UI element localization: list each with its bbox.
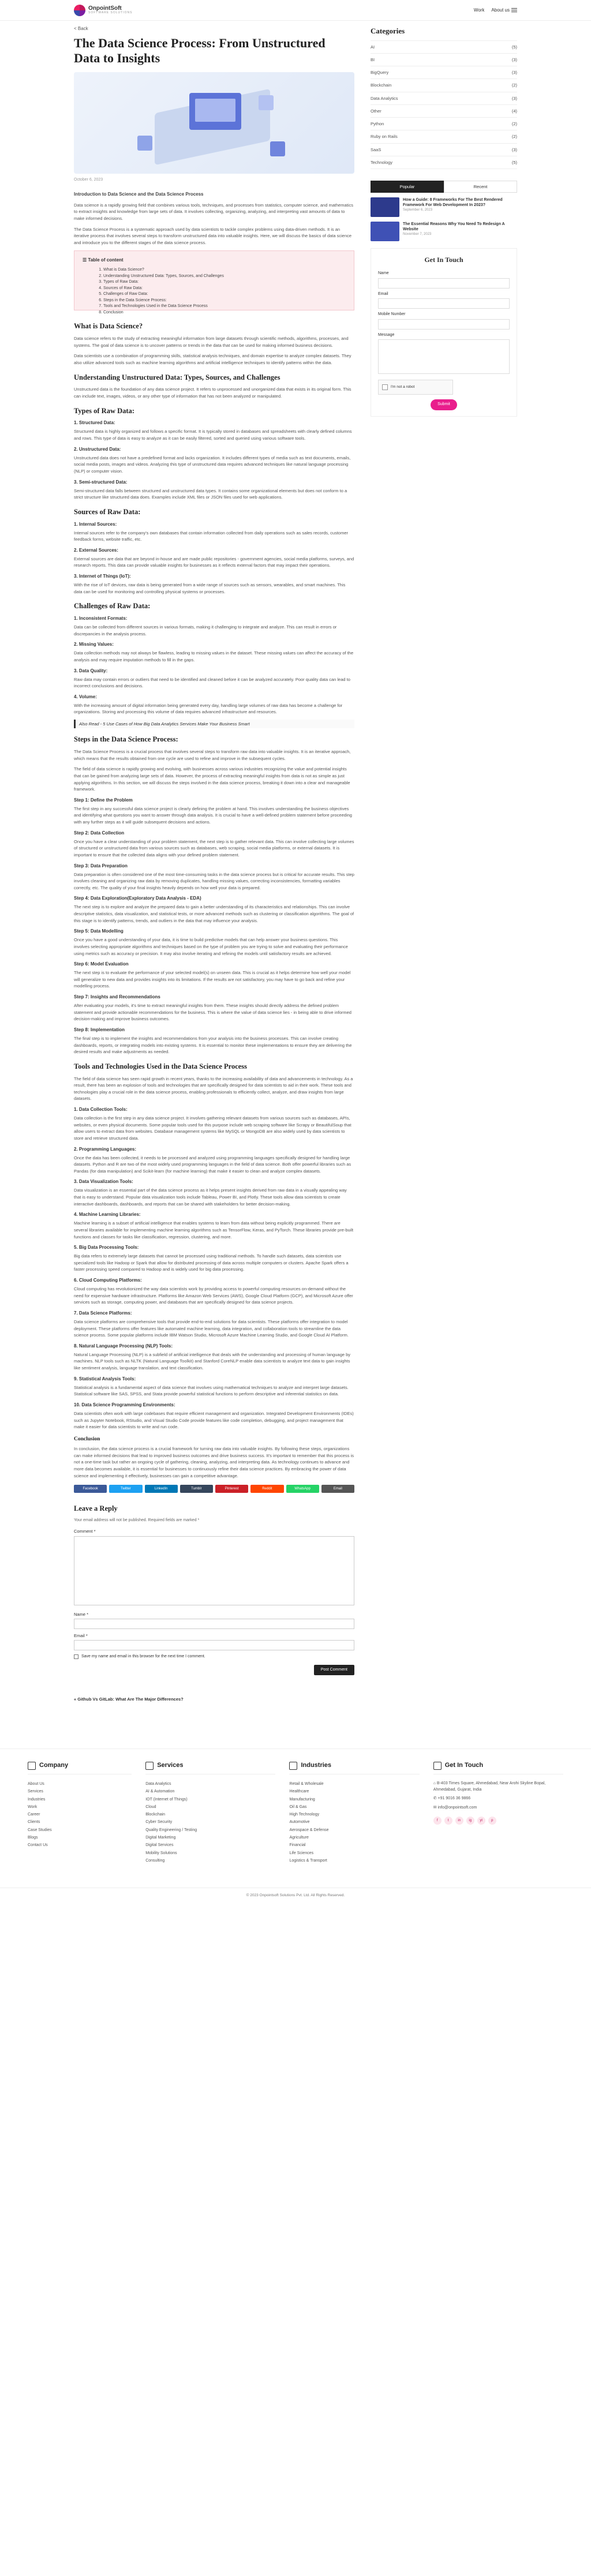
paragraph: The next step is to explore and analyze the prepared data to gain a better understanding of its characteristics and relationships. This can involve descriptive statistics, data visualization, and statistical tests, or more advanced methods such as clustering or classification algorithms. The goal of this stage is to identify patterns, trends, and outliers in the data that may influence your analysis.: [74, 904, 354, 923]
linkedin-icon[interactable]: in: [455, 1817, 463, 1825]
sub-heading: 3. Semi-structured Data:: [74, 479, 128, 485]
category-item[interactable]: Other (4): [371, 105, 517, 118]
page-title: The Data Science Process: From Unstructured Data to Insights: [74, 36, 326, 66]
sub-heading: Step 6: Model Evaluation: [74, 961, 129, 967]
sub-heading: 1. Internal Sources:: [74, 521, 117, 527]
comment-form: [74, 1503, 354, 1702]
footer-link[interactable]: Oil & Gas: [289, 1804, 307, 1809]
footer-link[interactable]: Contact Us: [28, 1843, 48, 1848]
toc-item[interactable]: 8. Conclusion: [103, 310, 346, 316]
sub-heading: 1. Inconsistent Formats:: [74, 616, 128, 621]
footer-link[interactable]: Data Analytics: [145, 1781, 171, 1786]
logo-icon: [74, 5, 85, 16]
sub-heading: 1. Data Collection Tools:: [74, 1107, 128, 1113]
footer-link[interactable]: Quality Engineering / Testing: [145, 1828, 197, 1832]
toc-item[interactable]: 1. What is Data Science?: [103, 267, 346, 274]
name-field[interactable]: [74, 1619, 354, 1629]
paragraph: External sources are data that are beyond in-house and are made public repositories - government agencies, social media platforms, surveys, and research reports. This data can provide valuable insights for businesses as it reflects external factors that may impact their operations.: [74, 556, 354, 568]
services-links: [145, 1780, 275, 1864]
footer-link[interactable]: Blockchain: [145, 1813, 166, 1817]
pinterest-icon[interactable]: p: [488, 1817, 496, 1825]
footer-link[interactable]: Work: [28, 1804, 38, 1809]
captcha-label: I'm not a robot: [391, 385, 415, 390]
footer-link[interactable]: Financial: [289, 1843, 306, 1848]
paragraph: Once you have a clear understanding of your problem statement, the next step is to gather relevant data. This can involve collecting large volumes of structured or unstructured data from various sources such as databases, web scraping, social media platforms, or external datasets. It is important to ensure that the collected data aligns with your defined problem statement.: [74, 838, 354, 858]
also-read-link[interactable]: Also Read - 5 Use Cases of How Big Data Analytics Services Make Your Business Smart: [74, 720, 354, 728]
footer-link[interactable]: Manufacturing: [289, 1797, 315, 1802]
back-link[interactable]: < Back: [74, 26, 88, 31]
contact-name-input[interactable]: [378, 278, 510, 289]
paragraph: With the increasing amount of digital information being generated every day, handling large volumes of raw data has become a challenge for organizations. Storing and processing this volume of data requires advanced infrastructure and resources.: [74, 702, 343, 715]
paragraph: In conclusion, the data science process is a crucial framework for turning raw data into valuable insights. By following these steps, organizations can make informed decisions that lead to improved business outcomes and drive business success. It's important to remember that this process is not a one-time task but rather an ongoing cycle of gathering, cleaning, analyzing, and interpreting data. As technology continues to advance and more data becomes available, it is essential for businesses to continuously refine their data science practices. By embracing the power of data science and implementing it effectively, businesses can gain a competitive advantage.: [74, 1446, 354, 1478]
sub-heading: Step 7: Insights and Recommendations: [74, 994, 160, 1000]
paragraph: With the rise of IoT devices, raw data is being generated from a wide range of sources such as sensors, wearables, and smart machines. This data can be used for monitoring and controlling physical systems or processes.: [74, 582, 346, 594]
nav-about-label: About us: [491, 7, 510, 13]
footer-link[interactable]: Cloud: [145, 1804, 156, 1809]
paragraph: Statistical analysis is a fundamental aspect of data science that involves using mathematical techniques to analyze and interpret large datasets. Statistical software like SAS, SPSS, and Stata provide powerful statistical functions to perform descriptive and inferential statistics on data.: [74, 1384, 349, 1397]
paragraph: Machine learning is a subset of artificial intelligence that enables systems to learn from data without being explicitly programmed. There are several libraries available for implementing machine learning algorithms such as TensorFlow, Keras, and PyTorch. These libraries provide pre-built functions and classes for tasks like classification, regression, clustering, and more.: [74, 1220, 354, 1240]
post-date: November 7, 2023: [403, 233, 432, 237]
reply-note: Your email address will not be published. Required fields are marked *: [74, 1518, 200, 1522]
brand-name: OnpointSoft: [88, 5, 122, 12]
toc-item[interactable]: 7. Tools and Technologies Used in the Data Science Process: [103, 304, 346, 310]
copyright: © 2023 Onpointsoft Solutions Pvt. Ltd. All Rights Reserved.: [0, 1888, 591, 1904]
email-label: Email *: [74, 1633, 88, 1638]
share-bar: [74, 1485, 354, 1493]
footer-address: ⌂ B-403 Times Square, Ahmedabad, Near Arohi Skyline Bopal, Ahmedabad, Gujarat, India: [433, 1781, 546, 1792]
post-date: October 6, 2023: [74, 177, 103, 182]
sidebar: [371, 21, 517, 1702]
table-of-contents: [74, 250, 354, 314]
sub-heading: 10. Data Science Programming Environments:: [74, 1402, 175, 1407]
category-list: [371, 40, 517, 170]
contact-message-input[interactable]: [378, 339, 510, 374]
building-icon: [28, 1762, 36, 1770]
footer-link[interactable]: Case Studies: [28, 1828, 52, 1832]
reply-title: Leave a Reply: [74, 1504, 118, 1513]
paragraph: Natural Language Processing (NLP) is a subfield of artificial intelligence that deals with the understanding and processing of human language by machines. NLP tools such as NLTK (Natural Language Toolkit) and Stanford CoreNLP enable data scientists to analyze text data to gain insights like sentiment analysis, language translation, and text classification.: [74, 1351, 351, 1371]
facebook-icon[interactable]: f: [433, 1817, 442, 1825]
section-heading: Sources of Raw Data:: [74, 507, 141, 516]
footer-link[interactable]: AI & Automation: [145, 1789, 175, 1794]
footer-email[interactable]: ✉ info@onpointsoft.com: [433, 1805, 477, 1810]
footer-industries-title: Industries: [301, 1762, 332, 1769]
instagram-icon[interactable]: ig: [466, 1817, 474, 1825]
footer-link[interactable]: Retail & Wholesale: [289, 1781, 324, 1786]
email-field[interactable]: [74, 1640, 354, 1650]
paragraph: Cloud computing has revolutionized the way data scientists work by providing access to powerful computing resources on-demand without the need for expensive hardware infrastructure. Platforms like Amazon Web Services (AWS), Google Cloud Platform (GCP), and Microsoft Azure offer services such as storage, computing power, and databases that are specifically designed for data science projects.: [74, 1286, 353, 1305]
paragraph: Data preparation is often considered one of the most time-consuming tasks in the data science process but is critical for accurate results. This step involves cleaning and organizing raw data by removing duplicates, handling missing values, correcting inconsistencies, formatting variables correctly, etc. The quality of your final insights heavily depends on how well your data is prepared.: [74, 871, 354, 890]
footer-link[interactable]: High Technology: [289, 1813, 320, 1817]
industries-icon: [289, 1762, 297, 1770]
toc-title[interactable]: ☰ Table of content: [83, 257, 124, 263]
contact-title: Get In Touch: [424, 256, 463, 264]
footer-link[interactable]: IOT (Internet of Things): [145, 1797, 188, 1802]
footer-link[interactable]: Aerospace & Defense: [289, 1828, 329, 1832]
popular-post[interactable]: [371, 222, 517, 241]
sub-heading: Step 5: Data Modelling: [74, 928, 124, 934]
paragraph: Big data refers to extremely large datasets that cannot be processed using traditional methods. To handle such datasets, data scientists use specialized tools like Hadoop or Spark that allow for distributed processing of data across multiple computers or clusters. Apache Spark offers a faster processing speed compared to Hadoop and is widely used for big data processing.: [74, 1253, 349, 1272]
sub-heading: 8. Natural Language Processing (NLP) Tools:: [74, 1343, 173, 1349]
paragraph: Once the data has been collected, it needs to be processed and analyzed using programming languages specifically designed for handling large datasets. Python and R are two of the most widely used programming languages in the field of data science. Both offer powerful libraries such as Pandas (for data manipulation) and Scikit-learn (for machine learning) that make it easier to clean and analyze complex datasets.: [74, 1155, 351, 1174]
footer-link[interactable]: About Us: [28, 1781, 44, 1786]
sub-heading: Step 8: Implementation: [74, 1027, 125, 1032]
contact-mobile-input[interactable]: [378, 319, 510, 330]
popular-post[interactable]: [371, 197, 517, 217]
contact-icon: [433, 1762, 442, 1770]
paragraph: Once you have a good understanding of your data, it is time to build predictive models that can help answer your business questions. This involves selecting appropriate algorithms and techniques based on the type of problem you are trying to solve and evaluating their performance using metrics such as accuracy or precision. It may also involve iterating and refining the models until satisfactory results are achieved.: [74, 937, 348, 956]
share-button[interactable]: Facebook: [74, 1485, 107, 1493]
footer-link[interactable]: Blogs: [28, 1836, 38, 1840]
social-links: [433, 1817, 563, 1825]
intro-paragraph-2: The Data Science Process is a systematic approach used by data scientists to tackle complex problems using data-driven methods. It is an iterative process that involves several steps to transform unstructured data into valuable insights. Here, we will discuss the basics of data science and introduce you to the different stages of the data science process.: [74, 226, 352, 245]
post-thumbnail: [371, 197, 399, 217]
post-comment-button[interactable]: Post Comment: [314, 1665, 354, 1676]
footer-link[interactable]: Automotive: [289, 1820, 310, 1825]
footer-link[interactable]: Agriculture: [289, 1836, 309, 1840]
category-item[interactable]: Ruby on Rails (2): [371, 130, 517, 143]
section-heading: Types of Raw Data:: [74, 406, 134, 415]
footer-link[interactable]: Digital Services: [145, 1843, 174, 1848]
sub-heading: 2. External Sources:: [74, 547, 118, 553]
contact-mobile-label: Mobile Number: [378, 312, 406, 317]
footer-phone[interactable]: ✆ +91 9016 36 9866: [433, 1796, 471, 1801]
toc-item[interactable]: 6. Steps in the Data Science Process:: [103, 298, 346, 304]
paragraph: Data collection is the first step in any data science project. It involves gathering relevant datasets from various sources such as databases, APIs, websites, or even physical documents. Some popular tools used for this purpose include web scraping software like Scrapy or BeautifulSoup that allow users to extract data from websites. Database management systems like MySQL or MongoDB are also widely used by data scientists to store and retrieve structured data.: [74, 1115, 351, 1141]
sub-heading: 4. Volume:: [74, 694, 97, 699]
brand-tagline: SOFTWARE SOLUTIONS: [88, 11, 133, 15]
footer-link[interactable]: Clients: [28, 1820, 40, 1825]
footer-link[interactable]: Career: [28, 1813, 40, 1817]
comment-label: Comment *: [74, 1529, 96, 1534]
post-date: September 6, 2023: [403, 208, 433, 212]
toc-item[interactable]: 4. Sources of Raw Data:: [103, 286, 346, 292]
paragraph: Data science refers to the study of extracting meaningful information from large datasets through scientific methods, algorithms, processes, and systems. The goal of data science is to uncover patterns or trends in the data that can be used for making informed business decisions.: [74, 336, 349, 348]
post-title[interactable]: How a Guide: 8 Frameworks For The Best Rendered Framework For Web Development In 2023?: [403, 198, 503, 208]
sub-heading: 7. Data Science Platforms:: [74, 1310, 132, 1316]
post-thumbnail: [371, 222, 399, 241]
nav-about[interactable]: [491, 7, 517, 14]
name-label: Name *: [74, 1611, 89, 1617]
checkbox-icon[interactable]: [74, 1654, 78, 1659]
twitter-icon[interactable]: t: [444, 1817, 452, 1825]
company-links: [28, 1780, 132, 1849]
paragraph: The final step is to implement the insights and recommendations from your analysis into the business processes. This can involve creating dashboards, reports, or integrating models into existing systems. It is essential to monitor these implementations to ensure they are delivering the desired results and make adjustments as needed.: [74, 1035, 352, 1055]
sub-heading: Step 3: Data Preparation: [74, 863, 128, 868]
share-button[interactable]: Twitter: [109, 1485, 142, 1493]
contact-name-label: Name: [378, 271, 389, 276]
share-button[interactable]: Pinterest: [215, 1485, 248, 1493]
sub-heading: 9. Statistical Analysis Tools:: [74, 1376, 136, 1381]
footer-link[interactable]: Life Sciences: [289, 1851, 314, 1855]
footer-contact-title: Get In Touch: [444, 1762, 484, 1769]
category-item[interactable]: Blockchain (2): [371, 79, 517, 92]
paragraph: Semi-structured data falls between structured and unstructured data types. It contains some organizational elements but does not conform to a strict structure like structured data does. Examples include XML files or JSON files used for web applications.: [74, 488, 347, 500]
toc-item[interactable]: 3. Types of Raw Data:: [103, 279, 346, 286]
category-item[interactable]: BigQuery (3): [371, 66, 517, 79]
intro-heading: Introduction to Data Science and the Data Science Process: [74, 192, 204, 197]
contact-message-label: Message: [378, 332, 395, 337]
categories-title: Categories: [371, 27, 405, 35]
contact-email-input[interactable]: [378, 298, 510, 309]
contact-submit-button[interactable]: Submit: [431, 399, 457, 410]
paragraph: Data science platforms are comprehensive tools that provide end-to-end solutions for data scientists. These platforms offer integration to model deployment. These platforms offer features like automated machine learning, data integration, and collaboration tools to streamline the data science process. Some popular platforms include IBM Watson Studio, Microsoft Azure Machine Learning Studio, and Google Cloud AI Platform.: [74, 1319, 349, 1338]
captcha-checkbox-icon[interactable]: [382, 384, 388, 390]
post-title[interactable]: The Essential Reasons Why You Need To Redesign A Website: [403, 222, 505, 232]
article: [74, 21, 354, 1702]
share-button[interactable]: LinkedIn: [145, 1485, 178, 1493]
tab-recent[interactable]: Recent: [444, 181, 517, 193]
sub-heading: 4. Machine Learning Libraries:: [74, 1212, 141, 1218]
services-icon: [145, 1762, 154, 1770]
category-item[interactable]: Technology (5): [371, 156, 517, 169]
paragraph: Unstructured data does not have a predefined format and lacks organization. It includes different types of media such as text documents, emails, social media posts, images and videos. Analyzing this type of unstructured data requires advanced techniques like natural language processing (NLP) or computer vision.: [74, 455, 351, 474]
footer-link[interactable]: Consulting: [145, 1858, 165, 1863]
sub-heading: 3. Data Visualization Tools:: [74, 1179, 133, 1185]
contact-form: [371, 248, 517, 417]
footer-link[interactable]: Services: [28, 1789, 43, 1794]
top-nav: [474, 7, 517, 14]
section-heading: Understanding Unstructured Data: Types, Sources, and Challenges: [74, 373, 280, 381]
sub-heading: 3. Internet of Things (IoT):: [74, 574, 131, 579]
paragraph: Data scientists often work with large codebases that require efficient management and organization. Integrated Development Environments (IDEs) such as Jupyter Notebook, RStudio, and Visual Studio Code provide features like code completion, debugging, and project management that make it easier for data scientists to write and run code.: [74, 1410, 354, 1430]
paragraph: Data can be collected from different sources in various formats, making it challenging to integrate and analyze. This can result in errors or discrepancies in the analysis process.: [74, 624, 337, 636]
sub-heading: 6. Cloud Computing Platforms:: [74, 1278, 142, 1283]
sub-heading: Step 1: Define the Problem: [74, 797, 133, 803]
site-header: [0, 0, 591, 21]
paragraph: After evaluating your models, it's time to extract meaningful insights from them. These insights should directly address the defined problem statement and provide actionable recommendations for the business. This is where the value of data science lies - in being able to drive informed decision-making and improve business outcomes.: [74, 1003, 351, 1022]
paragraph: The field of data science is rapidly growing and evolving, with businesses across various industries recognizing the value and potential insights that can be gained from analyzing large sets of data. However, the process of extracting meaningful insights from data is not as simple as just applying algorithms. In this section, we will discuss the steps involved in the data science process, breaking it down into a clear and manageable framework.: [74, 766, 350, 792]
hero-illustration: [74, 72, 354, 174]
save-info-checkbox[interactable]: [74, 1654, 354, 1660]
youtube-icon[interactable]: yt: [477, 1817, 485, 1825]
footer-link[interactable]: Healthcare: [289, 1789, 309, 1794]
captcha[interactable]: [378, 380, 453, 395]
footer-link[interactable]: Cyber Security: [145, 1820, 173, 1825]
share-button[interactable]: WhatsApp: [286, 1485, 319, 1493]
previous-post-link[interactable]: « Github Vs GitLab: What Are The Major Differences?: [74, 1697, 184, 1702]
paragraph: The next step is to evaluate the performance of your selected model(s) on unseen data. This is crucial as it helps determine how well your model will generalize to new data and provides insights into its limitations. If the results are not satisfactory, you may have to go back and refine your modelling process.: [74, 970, 351, 989]
section-heading: Conclusion: [74, 1436, 100, 1442]
sub-heading: 1. Structured Data:: [74, 420, 115, 426]
paragraph: The first step in any successful data science project is clearly defining the problem at hand. This involves understanding the business objectives and identifying what questions you want to answer through data analysis. It is crucial to have a well-defined problem statement before proceeding with any further steps as it will guide subsequent decisions and actions.: [74, 806, 352, 825]
footer-link[interactable]: Mobility Solutions: [145, 1851, 177, 1855]
section-heading: Tools and Technologies Used in the Data Science Process: [74, 1062, 248, 1070]
sub-heading: 2. Missing Values:: [74, 642, 114, 647]
menu-icon[interactable]: [511, 8, 517, 12]
paragraph: The field of data science has seen rapid growth in recent years, thanks to the increasing availability of data and advancements in technology. As a result, there has been an explosion of tools and technologies that are specifically designed for data scientists to aid in their work. These tools and technologies play a crucial role in the data science process, enabling professionals to efficiently collect, analyze, and draw insights from large datasets.: [74, 1076, 353, 1102]
category-item[interactable]: Data Analytics (3): [371, 92, 517, 105]
section-heading: Steps in the Data Science Process:: [74, 735, 178, 744]
sub-heading: 2. Programming Languages:: [74, 1146, 137, 1152]
category-item[interactable]: BI (3): [371, 54, 517, 66]
tab-popular[interactable]: Popular: [371, 181, 444, 193]
intro-paragraph-1: Data science is a rapidly growing field that combines various tools, techniques, and processes from statistics, computer science, and mathematics to extract insights and knowledge from large sets of data. It involves collecting, organizing, analyzing, and interpreting vast amounts of data to make informed decisions.: [74, 202, 353, 221]
sub-heading: 5. Big Data Processing Tools:: [74, 1245, 139, 1250]
category-item[interactable]: Python (2): [371, 118, 517, 130]
footer-company-title: Company: [39, 1762, 69, 1769]
share-button[interactable]: Tumblr: [180, 1485, 213, 1493]
footer-link[interactable]: Industries: [28, 1797, 46, 1802]
sub-heading: 2. Unstructured Data:: [74, 446, 121, 452]
site-footer: [0, 1748, 591, 1904]
toc-item[interactable]: 5. Challenges of Raw Data:: [103, 291, 346, 298]
share-button[interactable]: Email: [321, 1485, 354, 1493]
paragraph: Data scientists use a combination of programming skills, statistical analysis techniques, and domain expertise to analyze complex datasets. They also utilize advanced tools such as machine learning algorithms and artificial intelligence techniques to identify patterns within the data.: [74, 353, 351, 366]
paragraph: Data visualization is an essential part of the data science process as it helps present insights derived from raw data in a visually appealing way that is easy to understand. Popular data visualization tools include Tableau, Power BI, and Plotly. These tools allow data scientists to create interactive dashboards, dashboards, and reports that can be shared with stakeholders for better decision-making.: [74, 1188, 347, 1207]
comment-textarea[interactable]: [74, 1536, 354, 1605]
save-info-label: Save my name and email in this browser for the next time I comment.: [81, 1654, 205, 1659]
section-heading: What is Data Science?: [74, 322, 143, 331]
nav-work[interactable]: Work: [473, 7, 485, 13]
paragraph: Structured data is highly organized and follows a specific format. It is typically stored in databases and spreadsheets with clearly defined columns and rows. This type of data is easy to analyze as it can be easily filtered, sorted and queried using various software tools.: [74, 429, 352, 441]
category-item[interactable]: SaaS (3): [371, 144, 517, 156]
sub-heading: Step 2: Data Collection: [74, 830, 125, 836]
toc-item[interactable]: 2. Understanding Unstructured Data: Types, Sources, and Challenges: [103, 274, 346, 280]
category-item[interactable]: AI (5): [371, 41, 517, 54]
footer-services-title: Services: [157, 1762, 184, 1769]
paragraph: The Data Science Process is a crucial process that involves several steps to transform raw data into valuable insights. It is an iterative approach, which means that the results obtained from one cycle are used to refine and improve in the subsequent cycles.: [74, 749, 351, 761]
paragraph: Data collection methods may not always be flawless, leading to missing values in the dataset. These missing values can affect the accuracy of the analysis and may require imputation methods to fill in the gaps.: [74, 650, 354, 662]
footer-link[interactable]: Digital Marketing: [145, 1836, 176, 1840]
sub-heading: Step 4: Data Exploration(Exploratory Data Analysis - EDA): [74, 896, 201, 901]
industries-links: [289, 1780, 419, 1864]
paragraph: Internal sources refer to the company's own databases that contain information collected from daily operations such as sales records, customer feedback forms, website traffic, etc.: [74, 530, 349, 542]
share-button[interactable]: Reddit: [250, 1485, 283, 1493]
section-heading: Challenges of Raw Data:: [74, 602, 151, 611]
footer-link[interactable]: Logistics & Transport: [289, 1858, 327, 1863]
sub-heading: 3. Data Quality:: [74, 668, 108, 673]
post-tabs: [371, 181, 517, 193]
logo[interactable]: [74, 5, 132, 16]
contact-email-label: Email: [378, 291, 388, 296]
paragraph: Unstructured data is the foundation of any data science project. It refers to unprocessed and unorganized data that exists in its original form. This can include text, images, videos, or any other type of information that has not been analyzed or manipulated.: [74, 387, 351, 399]
paragraph: Raw data may contain errors or outliers that need to be identified and cleaned before it can be analyzed accurately. Poor quality data can lead to incorrect conclusions and decisions.: [74, 676, 350, 689]
